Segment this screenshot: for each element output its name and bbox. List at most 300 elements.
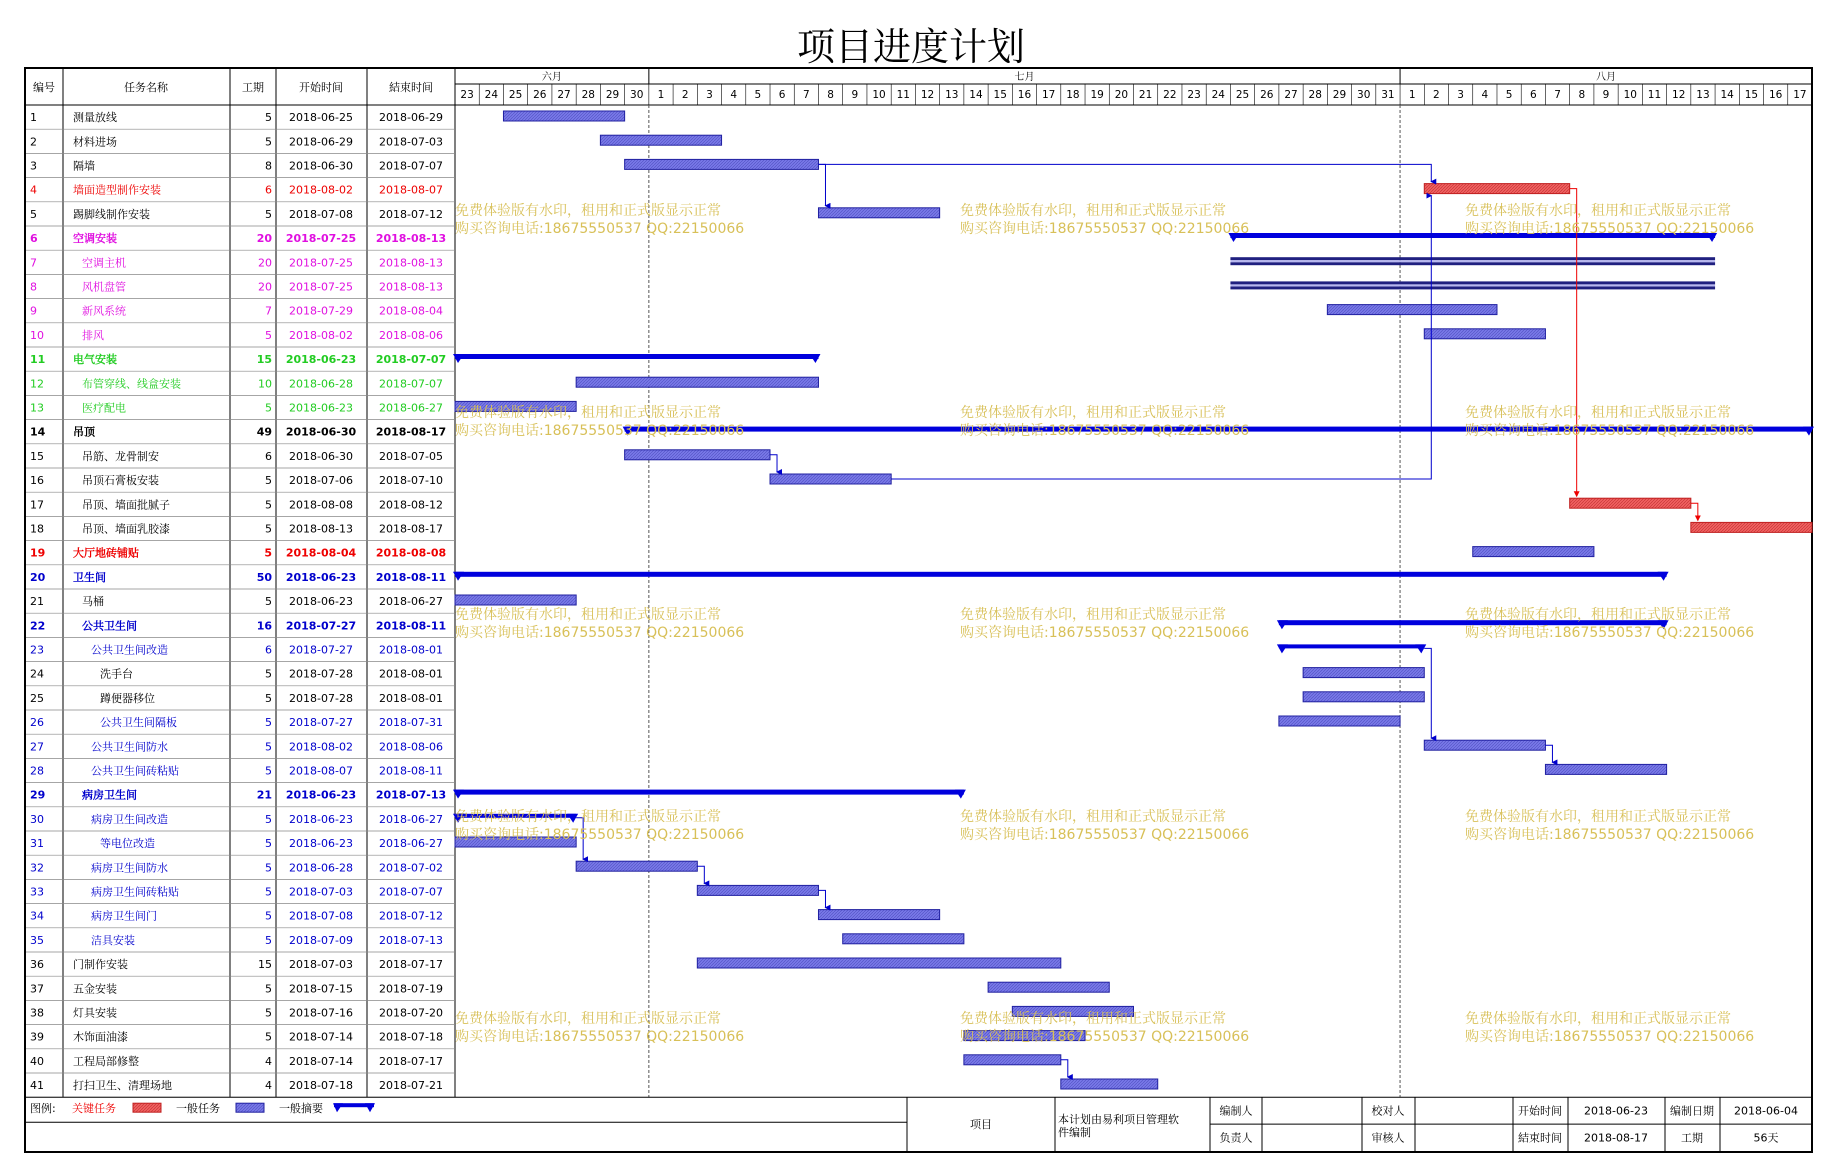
header-cell: 开始时间 [299,81,343,94]
task-bar [625,159,819,169]
watermark-text: 免费体验版有水印，租用和正式版显示正常 [1465,405,1731,421]
task-end: 2018-08-08 [375,546,447,560]
watermark-text: 免费体验版有水印，租用和正式版显示正常 [455,405,721,421]
day-label: 23 [460,89,474,101]
day-label: 15 [1744,89,1759,101]
dependency-link [770,455,777,472]
footer-end-value: 2018-08-17 [1584,1131,1648,1145]
task-bar [576,861,697,871]
dependency-link [818,890,825,907]
task-id: 39 [30,1030,44,1044]
day-label: 16 [1768,89,1783,101]
task-duration: 5 [265,764,272,778]
task-duration: 5 [265,837,272,851]
task-name: 蹲便器移位 [100,691,155,705]
day-label: 5 [1505,89,1513,101]
task-duration: 20 [256,232,272,246]
task-start: 2018-07-18 [289,1079,353,1093]
task-duration: 5 [265,1030,272,1044]
task-duration: 5 [265,933,272,947]
footer-owner-label: 负责人 [1219,1131,1253,1145]
task-end: 2018-07-17 [379,1054,443,1068]
legend-critical-swatch [133,1103,161,1112]
watermark-text: 免费体验版有水印，租用和正式版显示正常 [455,809,721,825]
task-duration: 5 [265,740,272,754]
day-label: 3 [1457,89,1464,101]
header-cell: 結束时间 [389,81,433,94]
day-label: 17 [1042,89,1056,101]
task-end: 2018-07-07 [375,353,447,367]
task-name: 等电位改造 [100,837,155,851]
task-id: 14 [30,425,46,439]
task-id: 6 [30,232,38,246]
day-label: 13 [945,89,959,101]
task-duration: 8 [265,159,272,173]
watermark-text: 购买咨询电话:18675550537 QQ:22150066 [960,827,1250,843]
task-id: 26 [30,716,44,730]
task-end: 2018-08-13 [379,280,443,294]
task-duration: 6 [265,183,272,197]
watermark-text: 购买咨询电话:18675550537 QQ:22150066 [960,221,1250,237]
footer-compiler-label: 编制人 [1219,1104,1253,1118]
task-name: 病房卫生间 [82,788,137,802]
task-duration: 5 [265,401,272,415]
task-id: 7 [30,256,37,270]
task-id: 13 [30,401,44,415]
task-id: 37 [30,982,44,996]
day-label: 12 [1672,89,1686,101]
task-start: 2018-07-03 [289,958,353,972]
task-id: 1 [30,111,37,125]
watermark-text: 购买咨询电话:18675550537 QQ:22150066 [960,1029,1250,1045]
task-duration: 5 [265,111,272,125]
task-end: 2018-08-01 [379,667,443,681]
task-start: 2018-07-06 [289,474,353,488]
task-bar [1230,281,1715,284]
task-name: 公共卫生间 [82,619,137,633]
task-bar [1691,522,1812,532]
task-bar [576,377,818,387]
task-id: 22 [30,619,46,633]
task-end: 2018-08-13 [379,256,443,270]
watermark-text: 购买咨询电话:18675550537 QQ:22150066 [960,423,1250,439]
legend-summary-cap [333,1103,343,1112]
task-bar [1279,716,1400,726]
task-end: 2018-06-29 [379,111,443,125]
task-end: 2018-07-20 [379,1006,443,1020]
task-start: 2018-07-28 [289,691,353,705]
day-label: 5 [754,89,762,101]
task-bar [1303,692,1424,702]
task-id: 40 [30,1054,44,1068]
day-label: 27 [1284,89,1298,101]
task-start: 2018-07-27 [289,716,353,730]
day-label: 22 [1163,89,1177,101]
day-label: 7 [803,89,810,101]
task-end: 2018-07-21 [379,1079,443,1093]
day-label: 27 [557,89,571,101]
task-duration: 5 [265,474,272,488]
day-label: 16 [1017,89,1032,101]
task-end: 2018-08-13 [375,232,447,246]
task-duration: 5 [265,667,272,681]
task-end: 2018-06-27 [379,812,443,826]
watermark-text: 购买咨询电话:18675550537 QQ:22150066 [1465,625,1755,641]
task-start: 2018-06-30 [289,449,353,463]
watermark-text: 免费体验版有水印，租用和正式版显示正常 [455,1011,721,1027]
task-start: 2018-07-14 [289,1030,353,1044]
task-end: 2018-08-11 [379,764,443,778]
task-duration: 6 [265,449,272,463]
task-id: 20 [30,570,46,584]
task-bar [1230,262,1715,265]
task-start: 2018-08-08 [289,498,353,512]
task-start: 2018-07-25 [289,256,353,270]
task-end: 2018-08-11 [375,619,447,633]
task-start: 2018-07-08 [289,207,353,221]
watermark-text: 购买咨询电话:18675550537 QQ:22150066 [455,827,745,843]
task-duration: 49 [256,425,272,439]
footer-duration-value: 56天 [1753,1131,1779,1145]
task-name: 公共卫生间防水 [91,740,168,754]
task-bar [1424,740,1545,750]
task-name: 吊筋、龙骨制安 [82,449,159,463]
summary-bar [455,572,1667,577]
task-start: 2018-07-16 [289,1006,353,1020]
task-start: 2018-07-25 [289,280,353,294]
task-bar [1230,257,1715,260]
day-label: 29 [605,89,620,101]
task-duration: 4 [265,1079,272,1093]
task-duration: 20 [258,256,272,270]
task-duration: 5 [265,982,272,996]
task-id: 11 [30,353,46,367]
task-end: 2018-07-17 [379,958,443,972]
watermark-text: 购买咨询电话:18675550537 QQ:22150066 [455,625,745,641]
task-name: 风机盘管 [82,280,126,294]
day-label: 28 [581,89,595,101]
watermark-text: 免费体验版有水印，租用和正式版显示正常 [960,809,1226,825]
day-label: 10 [872,89,886,101]
legend-label: 图例: [30,1102,56,1116]
task-start: 2018-06-23 [289,595,353,609]
task-id: 29 [30,788,46,802]
task-duration: 5 [265,135,272,149]
summary-bar [1279,644,1424,648]
task-duration: 16 [256,619,272,633]
task-start: 2018-06-23 [285,353,357,367]
task-bar [600,135,721,145]
footer-date-label: 编制日期 [1670,1104,1714,1118]
task-start: 2018-06-23 [289,837,353,851]
day-label: 26 [1260,89,1274,101]
task-start: 2018-07-14 [289,1054,353,1068]
task-start: 2018-06-28 [289,861,353,875]
summary-bar [455,790,964,795]
task-id: 19 [30,546,46,560]
task-name: 公共卫生间改造 [91,643,168,657]
watermark-text: 免费体验版有水印，租用和正式版显示正常 [960,203,1226,219]
day-label: 14 [1720,89,1734,101]
task-id: 18 [30,522,44,536]
month-label: 六月 [541,72,562,83]
task-duration: 5 [264,546,272,560]
day-label: 1 [657,89,665,101]
day-label: 6 [778,89,786,101]
task-end: 2018-07-12 [379,207,443,221]
task-id: 33 [30,885,44,899]
day-label: 15 [993,89,1007,101]
task-start: 2018-06-25 [289,111,353,125]
task-start: 2018-06-30 [285,425,357,439]
task-start: 2018-08-04 [285,546,357,560]
task-duration: 5 [265,716,272,730]
task-end: 2018-07-03 [379,135,443,149]
footer-duration-label: 工期 [1681,1131,1703,1145]
task-bar [503,111,624,121]
task-bar [818,208,939,218]
watermark-text: 免费体验版有水印，租用和正式版显示正常 [960,607,1226,623]
task-name: 墙面造型制作安装 [73,183,161,197]
task-name: 测量放线 [73,111,117,125]
task-name: 电气安装 [73,353,117,367]
task-end: 2018-07-13 [375,788,447,802]
task-id: 15 [30,449,44,463]
task-end: 2018-08-06 [379,328,443,342]
task-id: 4 [30,183,37,197]
footer-checker-label: 校对人 [1371,1104,1405,1118]
task-end: 2018-07-07 [379,377,443,391]
task-name: 新风系统 [82,304,126,318]
task-name: 大厅地砖铺贴 [73,546,139,560]
watermark-text: 免费体验版有水印，租用和正式版显示正常 [1465,203,1731,219]
task-start: 2018-06-23 [289,401,353,415]
task-id: 24 [30,667,44,681]
task-name: 吊顶 [73,425,95,439]
task-start: 2018-07-27 [289,643,353,657]
task-start: 2018-06-30 [289,159,353,173]
task-duration: 10 [258,377,272,391]
task-end: 2018-07-18 [379,1030,443,1044]
watermark-text: 购买咨询电话:18675550537 QQ:22150066 [1465,827,1755,843]
task-bar [697,885,818,895]
task-end: 2018-06-27 [379,837,443,851]
day-label: 19 [1090,89,1104,101]
watermark-text: 购买咨询电话:18675550537 QQ:22150066 [1465,1029,1755,1045]
task-bar [1230,286,1715,289]
task-bar [1473,547,1594,557]
task-bar [1327,305,1497,315]
task-name: 隔墙 [73,159,95,173]
task-id: 3 [30,159,37,173]
watermark-text: 购买咨询电话:18675550537 QQ:22150066 [1465,423,1755,439]
legend-critical-label: 关键任务 [72,1102,116,1116]
task-end: 2018-08-17 [379,522,443,536]
task-id: 27 [30,740,44,754]
legend-normal-label: 一般任务 [176,1102,220,1116]
footer-note: 件编制 [1058,1126,1091,1140]
task-start: 2018-06-23 [289,812,353,826]
task-name: 病房卫生间防水 [91,861,168,875]
task-end: 2018-08-07 [379,183,443,197]
footer-reviewer-label: 审核人 [1371,1131,1405,1145]
task-duration: 15 [258,958,272,972]
summary-bar [455,354,818,359]
task-duration: 6 [265,643,272,657]
task-start: 2018-08-02 [289,183,353,197]
day-label: 30 [630,89,644,101]
task-end: 2018-07-07 [379,885,443,899]
task-end: 2018-07-31 [379,716,443,730]
task-start: 2018-06-28 [289,377,353,391]
task-bar [1061,1079,1158,1089]
task-name: 空调安装 [73,232,117,246]
dependency-link [1691,503,1698,520]
task-start: 2018-06-23 [285,788,357,802]
day-label: 11 [1647,89,1662,101]
task-start: 2018-06-23 [285,570,357,584]
day-label: 7 [1554,89,1561,101]
task-name: 材料进场 [73,135,117,149]
day-label: 3 [706,89,713,101]
dependency-link [1424,648,1431,738]
day-label: 26 [533,89,547,101]
task-start: 2018-08-13 [289,522,353,536]
day-label: 8 [827,89,834,101]
task-start: 2018-08-02 [289,328,353,342]
task-bar [1424,329,1545,339]
task-start: 2018-07-29 [289,304,353,318]
day-label: 2 [1433,89,1440,101]
task-start: 2018-08-02 [289,740,353,754]
task-bar [455,595,576,605]
task-duration: 50 [256,570,272,584]
task-end: 2018-07-13 [379,933,443,947]
task-name: 打扫卫生、清理场地 [73,1079,172,1093]
day-label: 8 [1578,89,1586,101]
day-label: 1 [1408,89,1416,101]
task-bar [1424,184,1569,194]
watermark-text: 购买咨询电话:18675550537 QQ:22150066 [960,625,1250,641]
day-label: 2 [681,89,689,101]
task-bar [843,934,964,944]
day-label: 14 [969,89,983,101]
task-name: 洗手台 [100,667,133,681]
task-bar [964,1055,1061,1065]
task-start: 2018-07-15 [289,982,353,996]
task-name: 排风 [82,328,104,342]
day-label: 18 [1066,89,1080,101]
task-bar [697,958,1060,968]
task-duration: 4 [265,1054,272,1068]
header-cell: 工期 [242,81,264,94]
task-id: 10 [30,328,44,342]
task-duration: 5 [265,885,272,899]
day-label: 29 [1332,89,1347,101]
task-name: 木饰面油漆 [73,1030,128,1044]
legend-summary-cap [365,1103,375,1112]
task-bar [1303,668,1424,678]
legend-summary-label: 一般摘要 [279,1102,323,1116]
task-duration: 5 [265,861,272,875]
task-end: 2018-07-10 [379,474,443,488]
task-name: 吊顶、墙面批腻子 [82,498,170,512]
task-duration: 7 [265,304,272,318]
footer-project-label: 项目 [970,1118,992,1132]
month-label: 八月 [1596,72,1617,83]
watermark-text: 免费体验版有水印，租用和正式版显示正常 [1465,809,1731,825]
task-duration: 5 [265,207,272,221]
task-start: 2018-07-03 [289,885,353,899]
task-id: 9 [30,304,37,318]
task-id: 35 [30,933,44,947]
task-bar [1545,764,1666,774]
task-bar [1570,498,1691,508]
task-end: 2018-08-04 [379,304,443,318]
task-bar [818,910,939,920]
task-id: 36 [30,958,44,972]
task-id: 21 [30,595,44,609]
task-start: 2018-08-07 [289,764,353,778]
task-id: 25 [30,691,44,705]
task-start: 2018-07-27 [285,619,357,633]
task-name: 门制作安装 [73,958,128,972]
dependency-link [818,164,1431,181]
task-start: 2018-07-28 [289,667,353,681]
task-bar [1230,260,1715,262]
day-label: 28 [1308,89,1322,101]
task-duration: 5 [265,909,272,923]
chart-title: 项目进度计划 [796,25,1025,69]
summary-cap [1277,644,1288,653]
watermark-text: 免费体验版有水印，租用和正式版显示正常 [960,405,1226,421]
task-name: 踢脚线制作安装 [73,207,150,221]
task-id: 16 [30,474,44,488]
task-name: 工程局部修整 [73,1054,139,1068]
task-end: 2018-07-19 [379,982,443,996]
footer-start-value: 2018-06-23 [1584,1104,1648,1118]
task-duration: 5 [265,522,272,536]
task-duration: 5 [265,498,272,512]
day-label: 10 [1623,89,1637,101]
task-duration: 5 [265,328,272,342]
dependency-link [697,866,704,883]
task-start: 2018-07-08 [289,909,353,923]
watermark-text: 免费体验版有水印，租用和正式版显示正常 [960,1011,1226,1027]
task-duration: 5 [265,1006,272,1020]
task-name: 马桶 [82,595,104,609]
task-id: 17 [30,498,44,512]
day-label: 25 [1235,89,1250,101]
task-name: 吊顶、墙面乳胶漆 [82,522,170,536]
task-name: 洁具安装 [91,933,135,947]
task-bar [770,474,891,484]
footer-start-label: 开始时间 [1518,1104,1562,1118]
watermark-text: 购买咨询电话:18675550537 QQ:22150066 [455,1029,745,1045]
task-duration: 15 [256,353,272,367]
task-name: 布管穿线、线盒安装 [82,377,181,391]
task-bar [625,450,770,460]
day-label: 24 [1211,89,1225,101]
task-end: 2018-08-06 [379,740,443,754]
task-start: 2018-07-09 [289,933,353,947]
dependency-link [1545,745,1552,762]
day-label: 9 [851,89,859,101]
footer-note: 本计划由易利项目管理软 [1058,1113,1179,1127]
task-name: 公共卫生间隔板 [100,716,177,730]
task-bar [988,982,1109,992]
task-id: 8 [30,280,37,294]
